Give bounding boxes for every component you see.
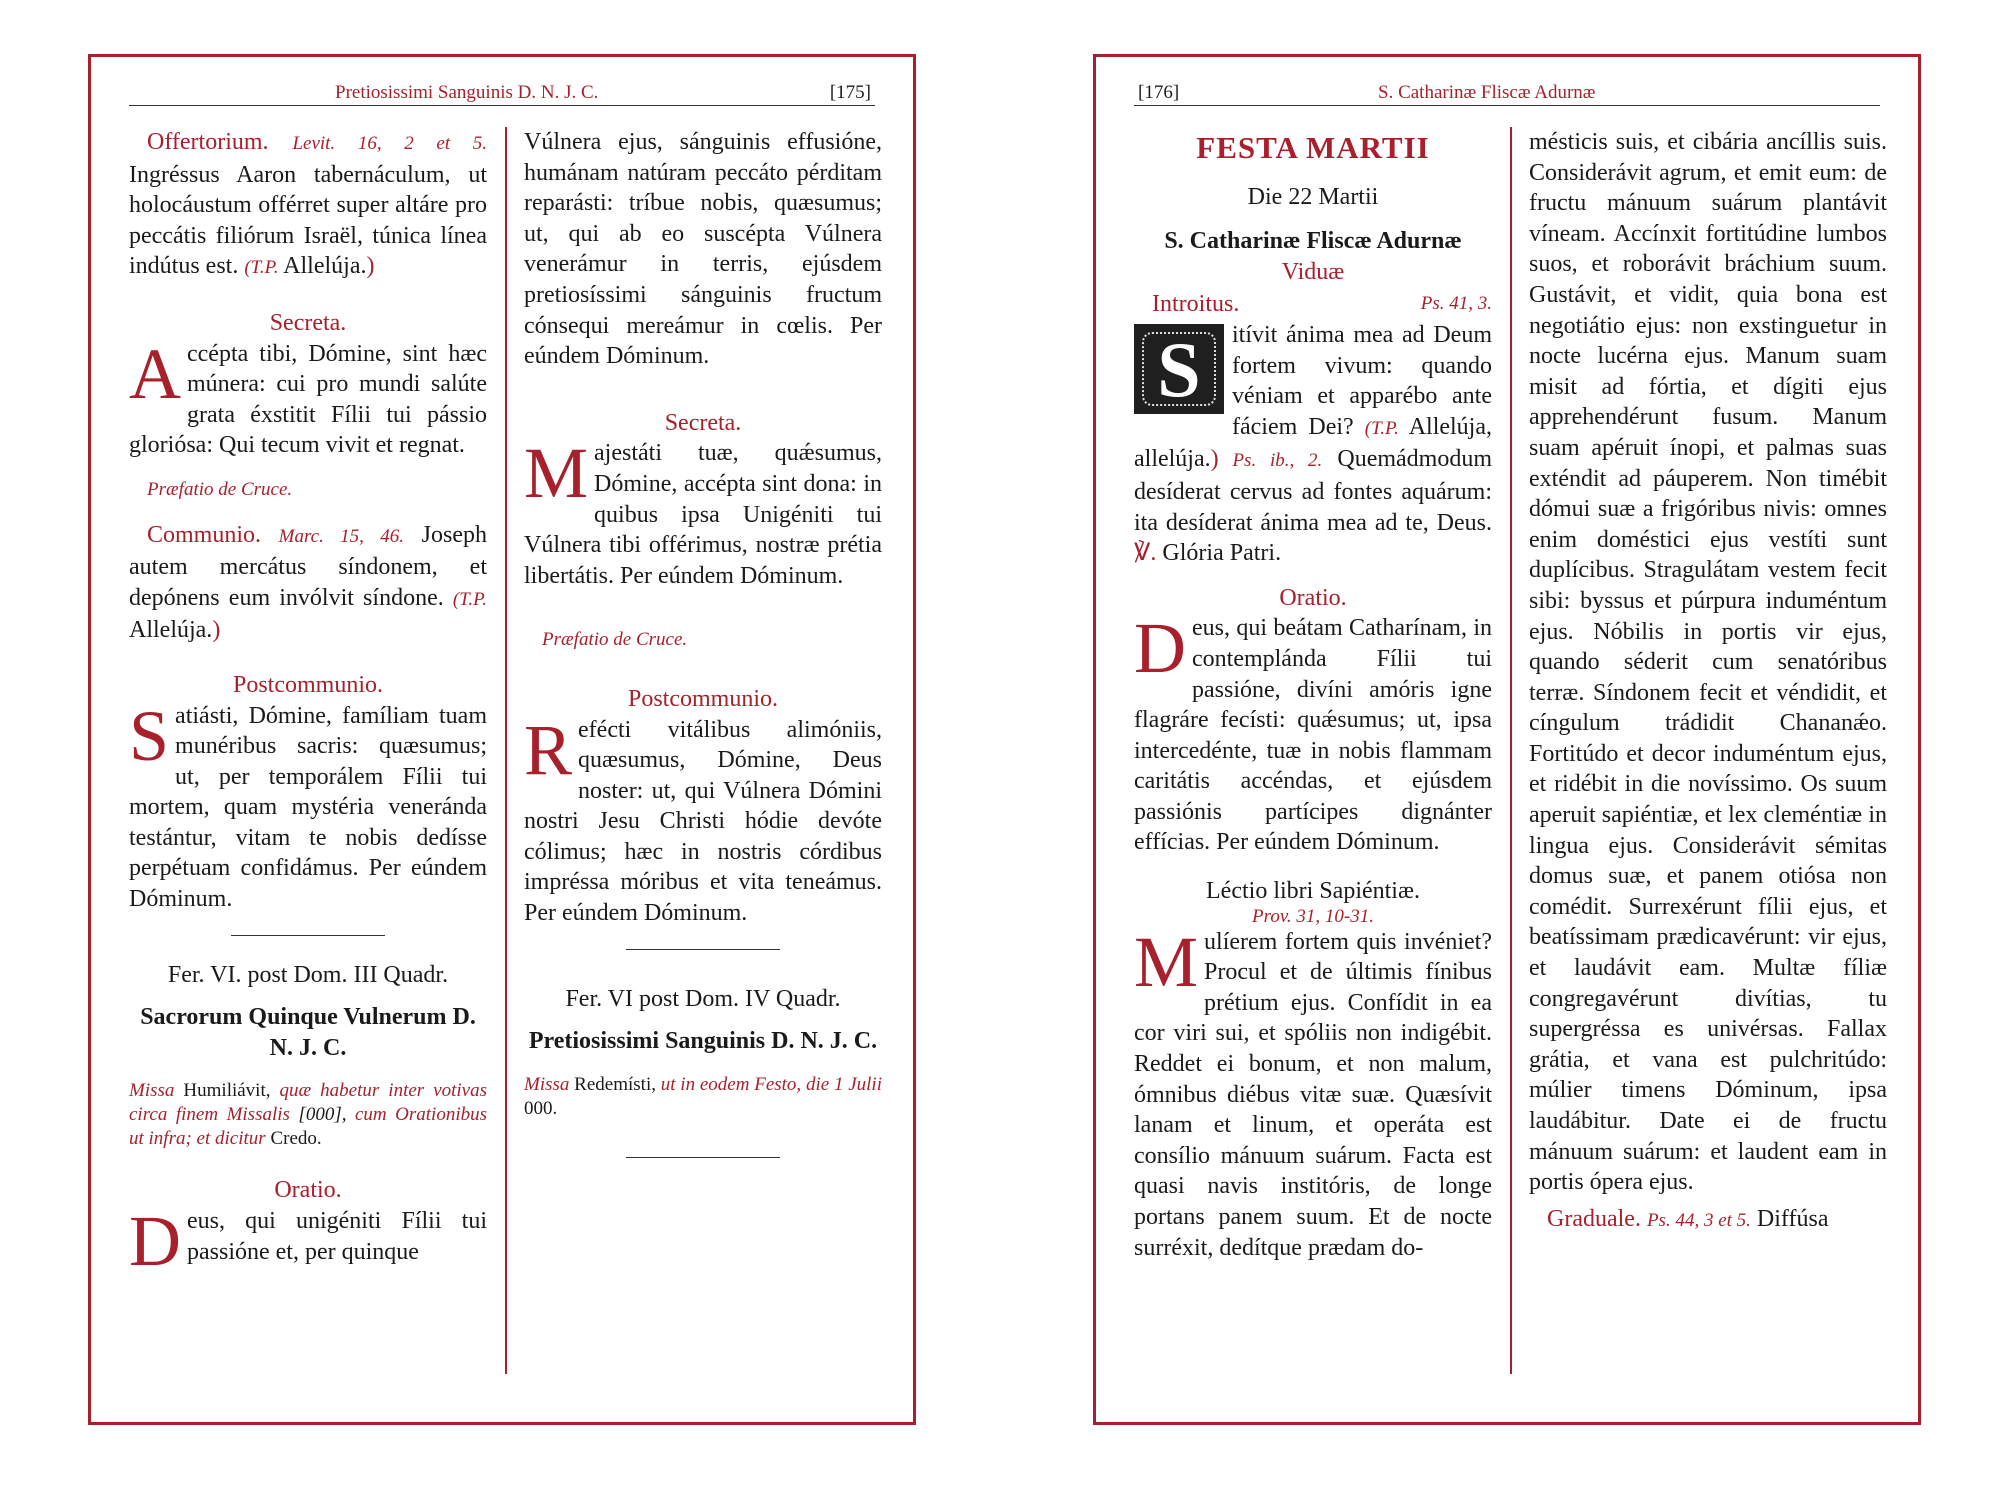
tp-text: Allelúja. bbox=[283, 253, 367, 280]
secreta-text bbox=[524, 433, 882, 591]
right-column bbox=[524, 127, 882, 1182]
oratio-text bbox=[1134, 608, 1492, 858]
offertorium-text: Ingréssus Aaron tabernáculum, ut holocáustum offérret super altáre pro peccátis filiórum Israël, túnica línea indútus est. bbox=[129, 161, 487, 280]
tp-marker: (T.P. bbox=[244, 257, 279, 279]
oratio-body: eus, qui unigéniti Fílii tui passióne et, per quinque bbox=[187, 1208, 487, 1265]
lectio-ref: Prov. 31, 10-31. bbox=[1252, 905, 1374, 927]
drop-cap: S bbox=[129, 695, 170, 776]
missa-note bbox=[524, 1073, 882, 1121]
section-divider bbox=[231, 935, 385, 936]
missa-word: Missa bbox=[524, 1073, 570, 1095]
feast-title: Sacrorum Quinque Vulnerum D. N. J. C. bbox=[140, 1004, 476, 1061]
missa-rubric: ut in eodem Festo, die 1 Julii bbox=[655, 1073, 882, 1095]
secreta-text bbox=[129, 333, 487, 461]
tp-close: ) bbox=[212, 617, 221, 644]
running-title: S. Catharinæ Fliscæ Adurnæ bbox=[1378, 82, 1596, 103]
oratio-continuation: Vúlnera ejus, sánguinis effusióne, humánam natúram peccáto pérditam reparásti: tríbue nobis, quæsumus; ut, qui ab eo suscépta Vúlnera venerámur in terris, ejúsdem pretiosíssimi sánguinis fructum cónsequi mereámur in cœlis. Per eúndem Dóminum. bbox=[524, 129, 882, 370]
praefatio-note: Præfatio de Cruce. bbox=[542, 629, 688, 651]
postcommunio-body: atiásti, Dómine, famíliam tuam munéribus sacris: quæsumus; ut, per temporálem Fílii tui mortem, quam mystéria veneránda testántur, vitam te nobis dedísse perpétuam confidámus. Per eúndem Dóminum. bbox=[129, 702, 487, 913]
missa-incipit: Redemísti, bbox=[569, 1073, 656, 1095]
tp-marker: (T.P. bbox=[1364, 417, 1399, 439]
introitus-ref: Ps. 41, 3. bbox=[1420, 293, 1492, 315]
running-head bbox=[129, 71, 875, 106]
psalm-ref: Ps. ib., 2. bbox=[1218, 450, 1323, 472]
lectio-continuation: mésticis suis, et cibária ancíllis suis. Considerávit agrum, et emit eum: de fructu mánuum suárum plantávit víneam. Accínxit fortitúdine lumbos suos, et roborávit bráchium suum. Gustávit, et vidit, quia bona est negotiátio ejus: non exstinguetur in nocte lucérna ejus. Manum suam misit ad fórtia, et dígiti ejus apprehendérunt fusum. Manum suam apéruit ínopi, et palmas suas exténdit ad páuperem. Non timébit dómui suæ a frigóribus nivis: omnes enim doméstici ejus vestíti sunt duplícibus. Stragulátam vestem fecit sibi: byssus et púrpura induméntum ejus. Nóbilis in portis vir ejus, quando séderit cum senatóribus terræ. Síndonem fecit et véndidit, et cíngulum trádidit Chananǽo. Fortitúdo et decor induméntum ejus, et ridébit in die novíssimo. Os suum aperuit sapiéntiæ, et lex cleméntiæ in lingua ejus. Considerávit sémitas domus suæ, et panem otiósa non comédit. Surrexérunt fílii ejus, et beatíssimam prædicavérunt: vir ejus, et laudávit eam. Multæ fíliæ congregavérunt divítias, tu supergréssa es univérsas. Fallax grátia, et vana est pulchritúdo: múlier timens Dóminum, ipsa laudábitur. Date ei de fructu mánuum suárum: et laudent eam in portis ópera ejus. bbox=[1529, 129, 1887, 1196]
lectio-text bbox=[1134, 921, 1492, 1264]
page-175 bbox=[88, 54, 916, 1425]
missa-rubric: quæ habetur inter votivas circa finem Missalis bbox=[129, 1080, 488, 1126]
missa-incipit: Humiliávit, bbox=[174, 1080, 271, 1102]
communio-text: Joseph autem mercátus síndonem, et depónens eum invólvit síndone. bbox=[129, 521, 487, 611]
saint-name: S. Catharinæ Fliscæ Adurnæ bbox=[1164, 228, 1462, 255]
page-number: [175] bbox=[829, 82, 871, 103]
communio-label: Communio. bbox=[147, 521, 262, 548]
running-head bbox=[1134, 71, 1880, 106]
tp-marker: (T.P. bbox=[452, 588, 487, 610]
postcommunio-text bbox=[524, 709, 882, 929]
lectio-title: Léctio libri Sapiéntiæ. bbox=[1206, 878, 1420, 905]
running-title: Pretiosissimi Sanguinis D. N. J. C. bbox=[335, 82, 599, 103]
page-number: [176] bbox=[1138, 82, 1180, 103]
offertorium-ref: Levit. 16, 2 et 5. bbox=[292, 133, 488, 154]
introitus-body: itívit ánima mea ad Deum fortem vivum: quando véniam et apparébo ante fáciem Dei? bbox=[1232, 321, 1492, 440]
introitus-label: Introitus. bbox=[1152, 291, 1240, 318]
oratio-text bbox=[129, 1201, 487, 1282]
festa-heading: FESTA MARTII bbox=[1196, 130, 1430, 165]
saint-rank: Viduæ bbox=[1281, 258, 1345, 285]
graduale-ref: Ps. 44, 3 et 5. bbox=[1646, 1209, 1751, 1231]
introitus-header bbox=[1134, 289, 1492, 320]
drop-cap: M bbox=[1134, 921, 1199, 1002]
communio bbox=[129, 520, 487, 646]
postcommunio-text bbox=[129, 695, 487, 915]
introitus-text bbox=[1134, 320, 1492, 569]
drop-cap: D bbox=[129, 1201, 181, 1282]
missa-credo: Credo. bbox=[265, 1128, 322, 1150]
section-divider bbox=[626, 1157, 780, 1158]
introitus-body-2: Quemádmodum desíderat cervus ad fontes aquárum: ita desíderat ánima mea ad te, Deus. bbox=[1134, 446, 1492, 536]
offertorium-label: Offertorium. bbox=[147, 129, 269, 155]
missa-page-ref: [000], bbox=[289, 1104, 347, 1126]
oratio-body: eus, qui beátam Catharínam, in contemplánda Fílii tui passióne, divíni amóris igne flagráre fecísti: quǽsumus; ut, ipsa intercedénte, tuæ in nobis flammam caritátis accéndas, et ejúsdem passiónis partícipes dignánter effícias. Per eúndem Dóminum. bbox=[1134, 615, 1492, 856]
drop-cap: M bbox=[524, 433, 589, 514]
column-rule bbox=[505, 127, 507, 1374]
left-column bbox=[1134, 127, 1492, 1263]
graduale-label: Graduale. bbox=[1547, 1205, 1641, 1232]
missa-page-ref: 000. bbox=[524, 1097, 558, 1119]
right-column bbox=[1529, 127, 1887, 1236]
section-divider bbox=[626, 949, 780, 950]
ornate-initial-letter: S bbox=[1157, 325, 1201, 413]
secreta-heading: Secreta. bbox=[269, 309, 347, 336]
tp-close: ) bbox=[1210, 446, 1219, 473]
feria-title: Fer. VI post Dom. IV Quadr. bbox=[565, 985, 841, 1012]
drop-cap: D bbox=[1134, 608, 1186, 689]
postcommunio-heading: Postcommunio. bbox=[232, 671, 383, 698]
lectio-body: ulíerem fortem quis invéniet? Procul et de últimis fínibus prétium ejus. Confídit in ea cor viri sui, et spóliis non indigébit. Reddet ei bonum, et non malum, ómnibus diébus vitæ suæ. Quæsívit lanam et linum, et operáta est consílio mánuum suárum. Facta est quasi navis institóris, de longe portans panem suum. Et de nocte surréxit, dedítque prædam do- bbox=[1134, 928, 1492, 1261]
column-rule bbox=[1510, 127, 1512, 1374]
tp-close: ) bbox=[366, 253, 375, 280]
secreta-body: ccépta tibi, Dómine, sint hæc múnera: cui pro mundi salúte grata éxstitit Fílii tui pássio gloriósa: Qui tecum vivit et regnat. bbox=[129, 340, 487, 459]
drop-cap: R bbox=[524, 709, 573, 790]
offertorium bbox=[129, 127, 487, 284]
drop-cap: A bbox=[129, 333, 181, 414]
feast-date: Die 22 Martii bbox=[1247, 183, 1379, 210]
graduale-text: Diffúsa bbox=[1750, 1205, 1829, 1232]
ornate-initial bbox=[1134, 324, 1224, 414]
page-176 bbox=[1093, 54, 1921, 1425]
secreta-body: ajestáti tuæ, quǽsumus, Dómine, accépta sint dona: in quibus ipsa Unigéniti tui Vúlnera tibi offérimus, nostræ prétia libertátis. Per eúndem Dóminum. bbox=[524, 440, 882, 589]
missa-word: Missa bbox=[129, 1080, 175, 1102]
tp-text: Allelúja. bbox=[129, 617, 213, 644]
left-column bbox=[129, 127, 488, 1282]
oratio-heading: Oratio. bbox=[1279, 584, 1347, 611]
versicle-icon: ℣. bbox=[1134, 540, 1157, 567]
postcommunio-heading: Postcommunio. bbox=[627, 685, 778, 712]
communio-ref: Marc. 15, 46. bbox=[278, 525, 405, 547]
tp-text: Allelúja, allelúja. bbox=[1134, 413, 1492, 473]
oratio-heading: Oratio. bbox=[274, 1177, 342, 1204]
graduale bbox=[1529, 1204, 1887, 1237]
gloria-patri: Glória Patri. bbox=[1156, 540, 1282, 567]
postcommunio-body: efécti vitálibus alimóniis, quæsumus, Dómine, Deus noster: ut, qui Vúlnera Dómini nostri Jesu Christi hódie devóte cólimus; hæc in nostris córdibus impréssa móribus et vita teneámus. Per eúndem Dóminum. bbox=[524, 716, 882, 927]
missa-rubric-2: cum Orationibus ut infra; et dicitur bbox=[129, 1104, 488, 1150]
feria-title: Fer. VI. post Dom. III Quadr. bbox=[167, 961, 449, 988]
missa-note bbox=[129, 1079, 487, 1151]
praefatio-note: Præfatio de Cruce. bbox=[147, 478, 293, 500]
feast-title: Pretiosissimi Sanguinis D. N. J. C. bbox=[528, 1028, 878, 1055]
secreta-heading: Secreta. bbox=[664, 409, 742, 436]
